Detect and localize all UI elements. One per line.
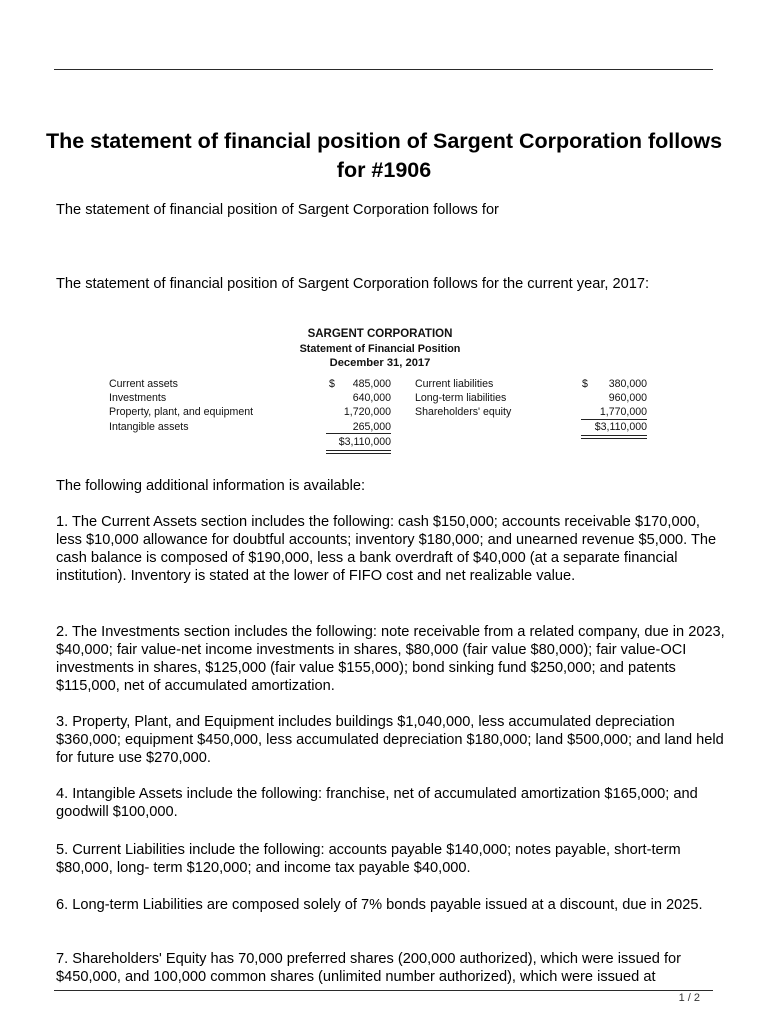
liability-total: $3,110,000 [594,421,647,433]
liability-total-double-line [581,435,647,436]
liability-dollar-sign: $ [582,378,588,390]
info-item-5: 5. Current Liabilities include the following: accounts payable $140,000; notes payable, short-term $80,000, long- term $120,000; and income tax payable $40,000. [56,842,681,876]
info-item-7: 7. Shareholders' Equity has 70,000 preferred shares (200,000 authorized), which were issued for $450,000, and 100,000 common shares (unlimited number authorized), which were issued at [56,951,682,985]
asset-label: Intangible assets [109,421,189,433]
liability-label: Current liabilities [415,378,494,390]
asset-label: Property, plant, and equipment [109,406,254,418]
asset-dollar-sign: $ [329,378,335,390]
asset-total: $3,110,000 [338,436,391,448]
asset-label: Investments [109,392,167,404]
info-item-1: 1. The Current Assets section includes the following: cash $150,000; accounts receivable $170,000, less $10,000 allowance for doubtful accounts; inventory $180,000; and unearned revenue $5,000. The cash balance is composed of $190,000, less a bank overdraft of $40,000 (at a separate financial institution). Inventory is stated at the lower of FIFO cost and net realizable value. [56,514,717,584]
info-item-6: 6. Long-term Liabilities are composed solely of 7% bonds payable issued at a discount, due in 2025. [56,897,703,913]
liability-amount: 380,000 [608,378,647,390]
info-item-3: 3. Property, Plant, and Equipment includes buildings $1,040,000, less accumulated depreciation $360,000; equipment $450,000, less accumulated depreciation $180,000; land $500,000; and land held for future use $270,000. [56,714,724,766]
document-title: The statement of financial position of Sargent Corporation follows for #1906 [45,129,723,182]
top-rule [54,69,713,70]
info-item-4: 4. Intangible Assets include the following: franchise, net of accumulated amortization $165,000; and goodwill $100,000. [56,786,698,820]
additional-info-heading: The following additional information is available: [56,478,366,494]
asset-total-double-line [326,450,391,451]
statement-name: Statement of Financial Position [299,343,461,355]
intro-paragraph: The statement of financial position of Sargent Corporation follows for [56,202,499,218]
intro-paragraph-year: The statement of financial position of Sargent Corporation follows for the current year, 2017: [56,276,649,292]
asset-amount: 265,000 [352,421,391,433]
asset-label: Current assets [109,378,178,390]
asset-amount: 1,720,000 [343,406,391,418]
info-item-2: 2. The Investments section includes the following: note receivable from a related company, due in 2023, $40,000; fair value-net income investments in shares, $80,000 (fair value $80,000); fair value-OCI investments in shares, $125,000 (fair value $155,000); bond sinking fund $250,000; and patents $115,000, net of accumulated amortization. [56,624,725,694]
asset-total-double-line [326,453,391,454]
liability-label: Shareholders' equity [415,406,512,418]
asset-subtotal-line [326,433,391,434]
liability-amount: 960,000 [608,392,647,404]
statement-company: SARGENT CORPORATION [307,328,453,340]
asset-amount: 485,000 [352,378,391,390]
asset-amount: 640,000 [352,392,391,404]
page-number: 1 / 2 [678,992,700,1004]
liability-amount: 1,770,000 [599,406,647,418]
liability-total-double-line [581,438,647,439]
financial-statement [0,0,768,470]
liability-label: Long-term liabilities [415,392,507,404]
bottom-rule [54,990,713,991]
statement-date: December 31, 2017 [329,357,431,369]
